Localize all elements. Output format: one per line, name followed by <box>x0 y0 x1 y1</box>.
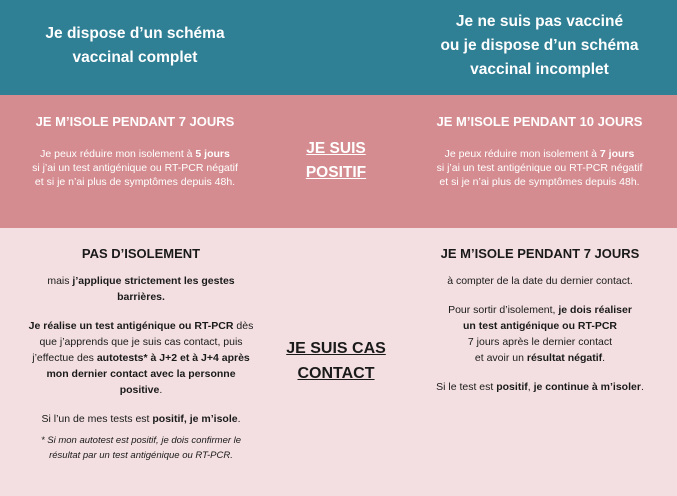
header-unvaccinated-line: vaccinal incomplet <box>470 61 609 78</box>
autotest-footnote: * Si mon autotest est positif, je dois confirmer le résultat par un test antigénique ou RT-PCR. <box>40 435 242 461</box>
positive-unvaccinated-title: JE M’ISOLE PENDANT 10 JOURS <box>436 114 643 129</box>
contact-unvaccinated-title: JE M’ISOLE PENDANT 7 JOURS <box>440 246 640 261</box>
contact-unvaccinated-text: à compter de la date du dernier contact. Pour sortir d’isolement, je dois réaliser un test antigénique ou RT-PCR 7 jours après le dernier contact et avoir un résultat négatif. Si le test est positif, je continue à m’isoler. <box>436 275 644 393</box>
positive-vaccinated-cell <box>0 114 270 189</box>
positive-vaccinated-text: Je peux réduire mon isolement à 5 jours si j’ai un test antigénique ou RT-PCR négatif et si je n’ai plus de symptômes depuis 48h. <box>32 148 238 188</box>
header-vaccinated <box>0 22 270 70</box>
header-vaccinated-line: Je dispose d’un schéma <box>45 25 225 42</box>
contact-label: JE SUIS CAS CONTACT <box>286 340 386 382</box>
header-vaccinated-line: vaccinal complet <box>72 49 198 66</box>
contact-vaccinated-title: PAS D’ISOLEMENT <box>81 246 201 261</box>
positive-vaccinated-title: JE M’ISOLE PENDANT 7 JOURS <box>35 114 235 129</box>
contact-vaccinated-text: mais j’applique strictement les gestes barrières. Je réalise un test antigénique ou RT-PCR dès que j’apprends que je suis cas contact, puis j’effectue des autotests* à J+2 et à J+4 après mon dernier contact avec la personne positive. Si l’un de mes tests est positif, je m’isole. * Si mon autotest est positif, je dois confirmer le résultat par un test antigénique ou RT-PCR. <box>10 273 272 463</box>
header-unvaccinated <box>402 10 677 82</box>
contact-vaccinated-cell <box>10 246 272 463</box>
header-unvaccinated-line: Je ne suis pas vacciné <box>455 13 624 30</box>
positive-label: JE SUIS POSITIF <box>305 140 367 181</box>
contact-unvaccinated-cell <box>404 246 676 395</box>
positive-unvaccinated-cell <box>402 114 677 189</box>
positive-band <box>0 95 677 228</box>
header-unvaccinated-line: ou je dispose d’un schéma <box>440 37 639 54</box>
positive-unvaccinated-text: Je peux réduire mon isolement à 7 jours si j’ai un test antigénique ou RT-PCR négatif et si je n’ai plus de symptômes depuis 48h. <box>436 148 643 188</box>
contact-band <box>0 228 677 496</box>
header-band <box>0 0 677 95</box>
